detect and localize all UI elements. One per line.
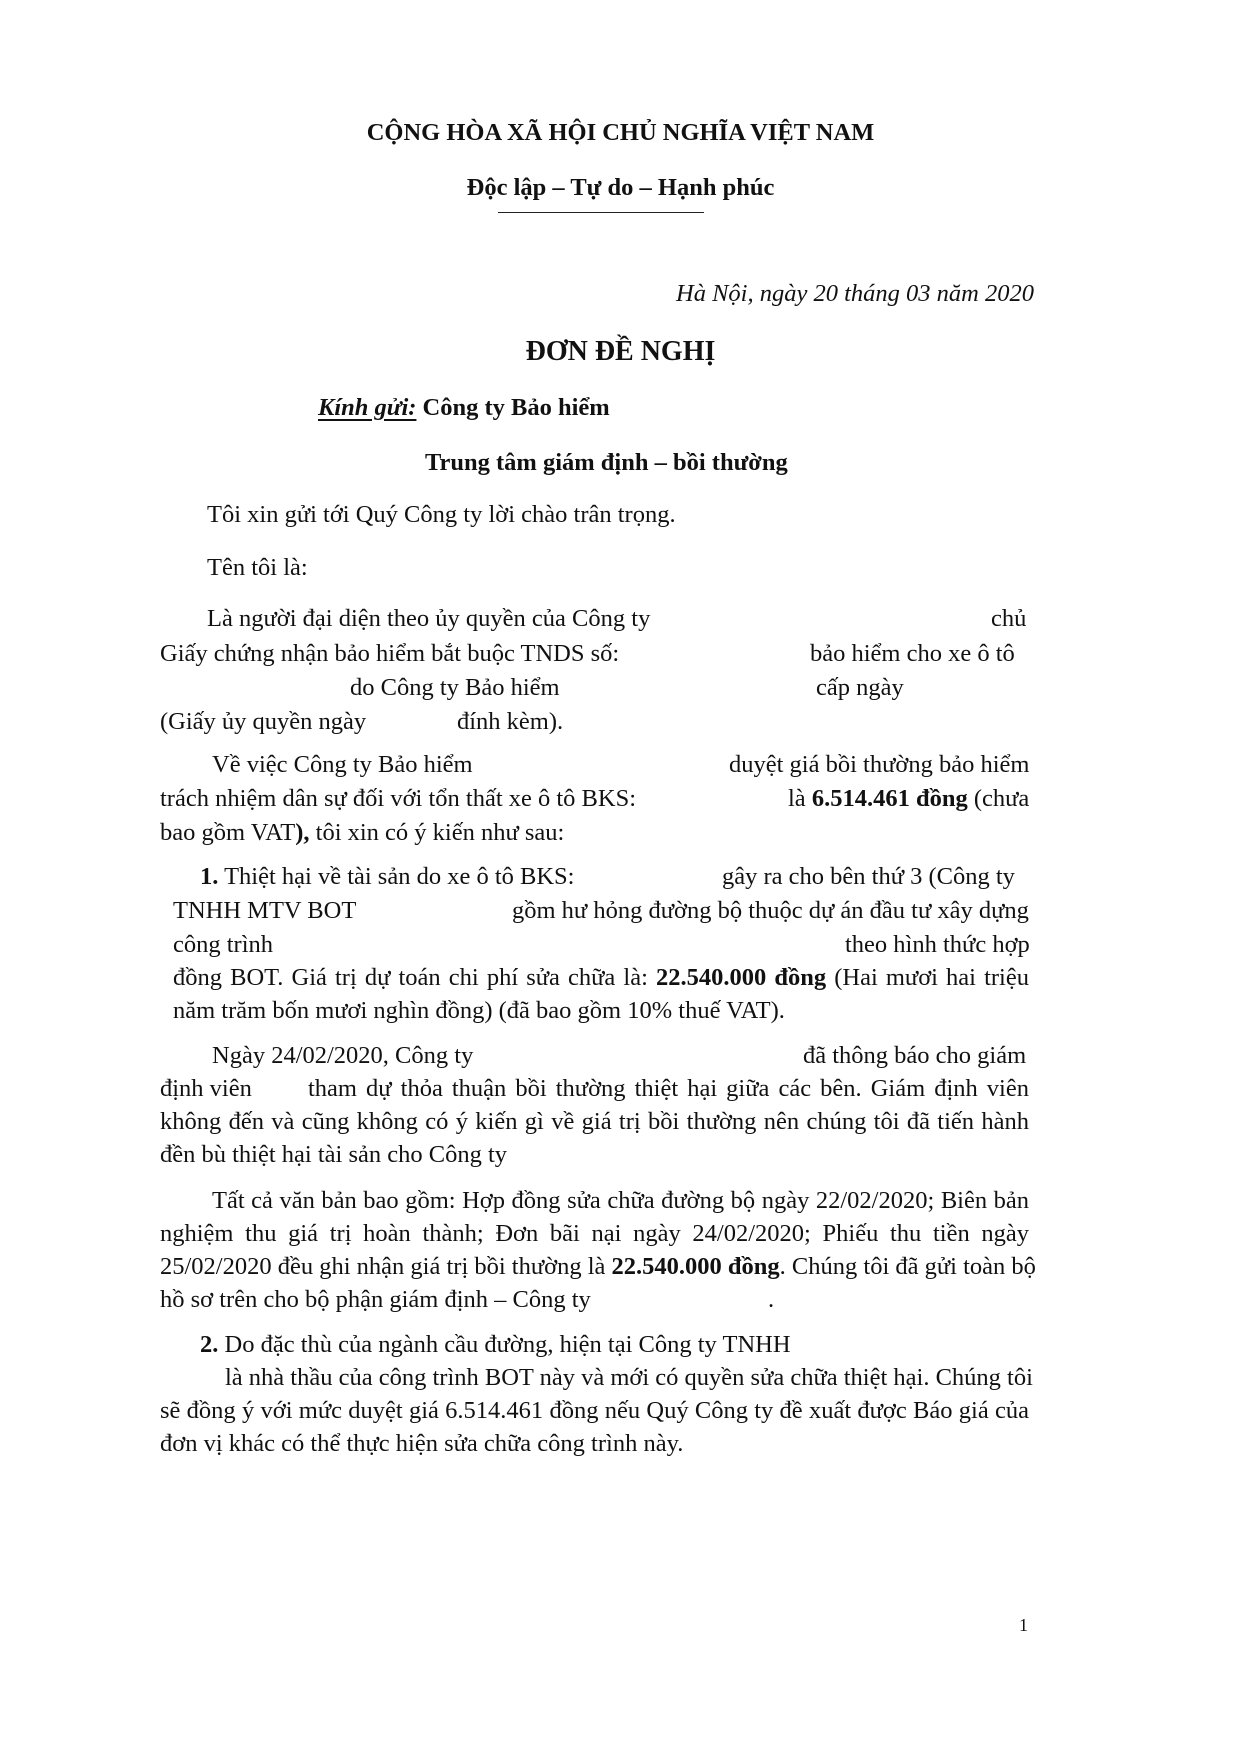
notice-line-4: đền bù thiệt hại tài sản cho Công ty	[160, 1141, 508, 1168]
notice-line-1b: đã thông báo cho giám	[803, 1042, 1027, 1069]
item1-line-1b: gây ra cho bên thứ 3 (Công ty	[722, 863, 1015, 890]
notice-line-1a: Ngày 24/02/2020, Công ty	[212, 1042, 474, 1069]
rep-line-4b: đính kèm).	[457, 708, 564, 735]
recipient-label: Kính gửi:	[318, 394, 417, 421]
item1-line-5: năm trăm bốn mươi nghìn đồng) (đã bao gồm 10% thuế VAT).	[173, 997, 785, 1024]
docs-line-4b: .	[768, 1286, 775, 1313]
item2-line-3: sẽ đồng ý với mức duyệt giá 6.514.461 đồng nếu Quý Công ty đề xuất được Báo giá của	[160, 1397, 1029, 1424]
repair-cost-amount: 22.540.000 đồng	[656, 964, 827, 991]
item1-line-4	[173, 966, 1029, 991]
item1-number: 1.	[200, 863, 219, 890]
reg-line-3a-text: bao gồm VAT	[160, 819, 296, 846]
item2-line-1-text: Do đặc thù của ngành cầu đường, hiện tại Công ty TNHH	[224, 1331, 791, 1358]
item1-line-3b: theo hình thức hợp	[845, 931, 1030, 958]
item1-line-2a: TNHH MTV BOT	[173, 897, 357, 924]
national-title: CỘNG HÒA XÃ HỘI CHỦ NGHĨA VIỆT NAM	[366, 119, 875, 146]
document-title: ĐƠN ĐỀ NGHỊ	[525, 336, 716, 367]
item2-number: 2.	[200, 1331, 219, 1358]
name-label: Tên tôi là:	[207, 554, 308, 581]
reg-line-1a: Về việc Công ty Bảo hiểm	[212, 751, 473, 778]
date-line: Hà Nội, ngày 20 tháng 03 năm 2020	[676, 280, 1034, 307]
docs-line-4a: hồ sơ trên cho bộ phận giám định – Công ty	[160, 1286, 591, 1313]
reg-line-3	[160, 821, 564, 846]
item1-line-4a: đồng BOT. Giá trị dự toán chi phí sửa chữa là:	[173, 964, 648, 991]
item1-line-2b: gồm hư hỏng đường bộ thuộc dự án đầu tư xây dựng	[512, 897, 1029, 924]
item2-line-4: đơn vị khác có thể thực hiện sửa chữa công trình này.	[160, 1430, 684, 1457]
recipient-line-1	[318, 396, 610, 421]
reg-line-2c-text: (chưa	[973, 785, 1030, 812]
docs-line-3a: 25/02/2020 đều ghi nhận giá trị bồi thường là	[160, 1253, 606, 1280]
reg-line-2a: trách nhiệm dân sự đối với tổn thất xe ô tô BKS:	[160, 785, 637, 812]
item1-line-4b: (Hai mươi hai triệu	[834, 964, 1029, 991]
rep-line-3a: do Công ty Bảo hiểm	[350, 674, 560, 701]
greeting: Tôi xin gửi tới Quý Công ty lời chào trân trọng.	[207, 501, 676, 528]
docs-line-1: Tất cả văn bản bao gồm: Hợp đồng sửa chữa đường bộ ngày 22/02/2020; Biên bản	[212, 1187, 1029, 1214]
recipient-company: Công ty Bảo hiểm	[422, 394, 610, 421]
notice-line-3: không đến và cũng không có ý kiến gì về giá trị bồi thường nên chúng tôi đã tiến hành	[160, 1108, 1029, 1135]
header-underline	[498, 212, 704, 213]
docs-line-2: nghiệm thu giá trị hoàn thành; Đơn bãi nại ngày 24/02/2020; Phiếu thu tiền ngày	[160, 1220, 1029, 1247]
docs-line-3	[160, 1253, 1036, 1280]
reg-line-2b-text: là	[788, 785, 806, 812]
notice-line-2b: tham dự thỏa thuận bồi thường thiệt hại giữa các bên. Giám định viên	[308, 1075, 1029, 1102]
compensation-amount: 22.540.000 đồng	[611, 1253, 780, 1280]
rep-line-1a: Là người đại diện theo ủy quyền của Công ty	[207, 605, 651, 632]
rep-line-3b: cấp ngày	[816, 674, 904, 701]
docs-line-3b: . Chúng tôi đã gửi toàn bộ	[779, 1253, 1036, 1280]
rep-line-2a: Giấy chứng nhận bảo hiểm bắt buộc TNDS số:	[160, 640, 620, 667]
page-number: 1	[1019, 1615, 1028, 1635]
reg-line-3c-text: tôi xin có ý kiến như sau:	[315, 819, 565, 846]
reg-line-3b-text: ),	[295, 819, 310, 846]
rep-line-4a: (Giấy ủy quyền ngày	[160, 708, 367, 735]
rep-line-1b: chủ	[991, 605, 1027, 632]
item1-line-3a: công trình	[173, 931, 274, 958]
approved-amount: 6.514.461 đồng	[811, 785, 968, 812]
item2-line-1	[200, 1333, 791, 1358]
reg-line-1b: duyệt giá bồi thường bảo hiểm	[729, 751, 1030, 778]
notice-line-2a: định viên	[160, 1075, 252, 1102]
item1-line-1	[200, 865, 575, 890]
item2-line-2: là nhà thầu của công trình BOT này và mới có quyền sửa chữa thiệt hại. Chúng tôi	[225, 1364, 1033, 1391]
reg-line-2b	[788, 787, 1029, 812]
item1-line-1a: Thiệt hại về tài sản do xe ô tô BKS:	[224, 863, 575, 890]
rep-line-2b: bảo hiểm cho xe ô tô	[810, 640, 1015, 667]
motto: Độc lập – Tự do – Hạnh phúc	[466, 174, 775, 201]
recipient-line-2: Trung tâm giám định – bồi thường	[425, 449, 788, 476]
